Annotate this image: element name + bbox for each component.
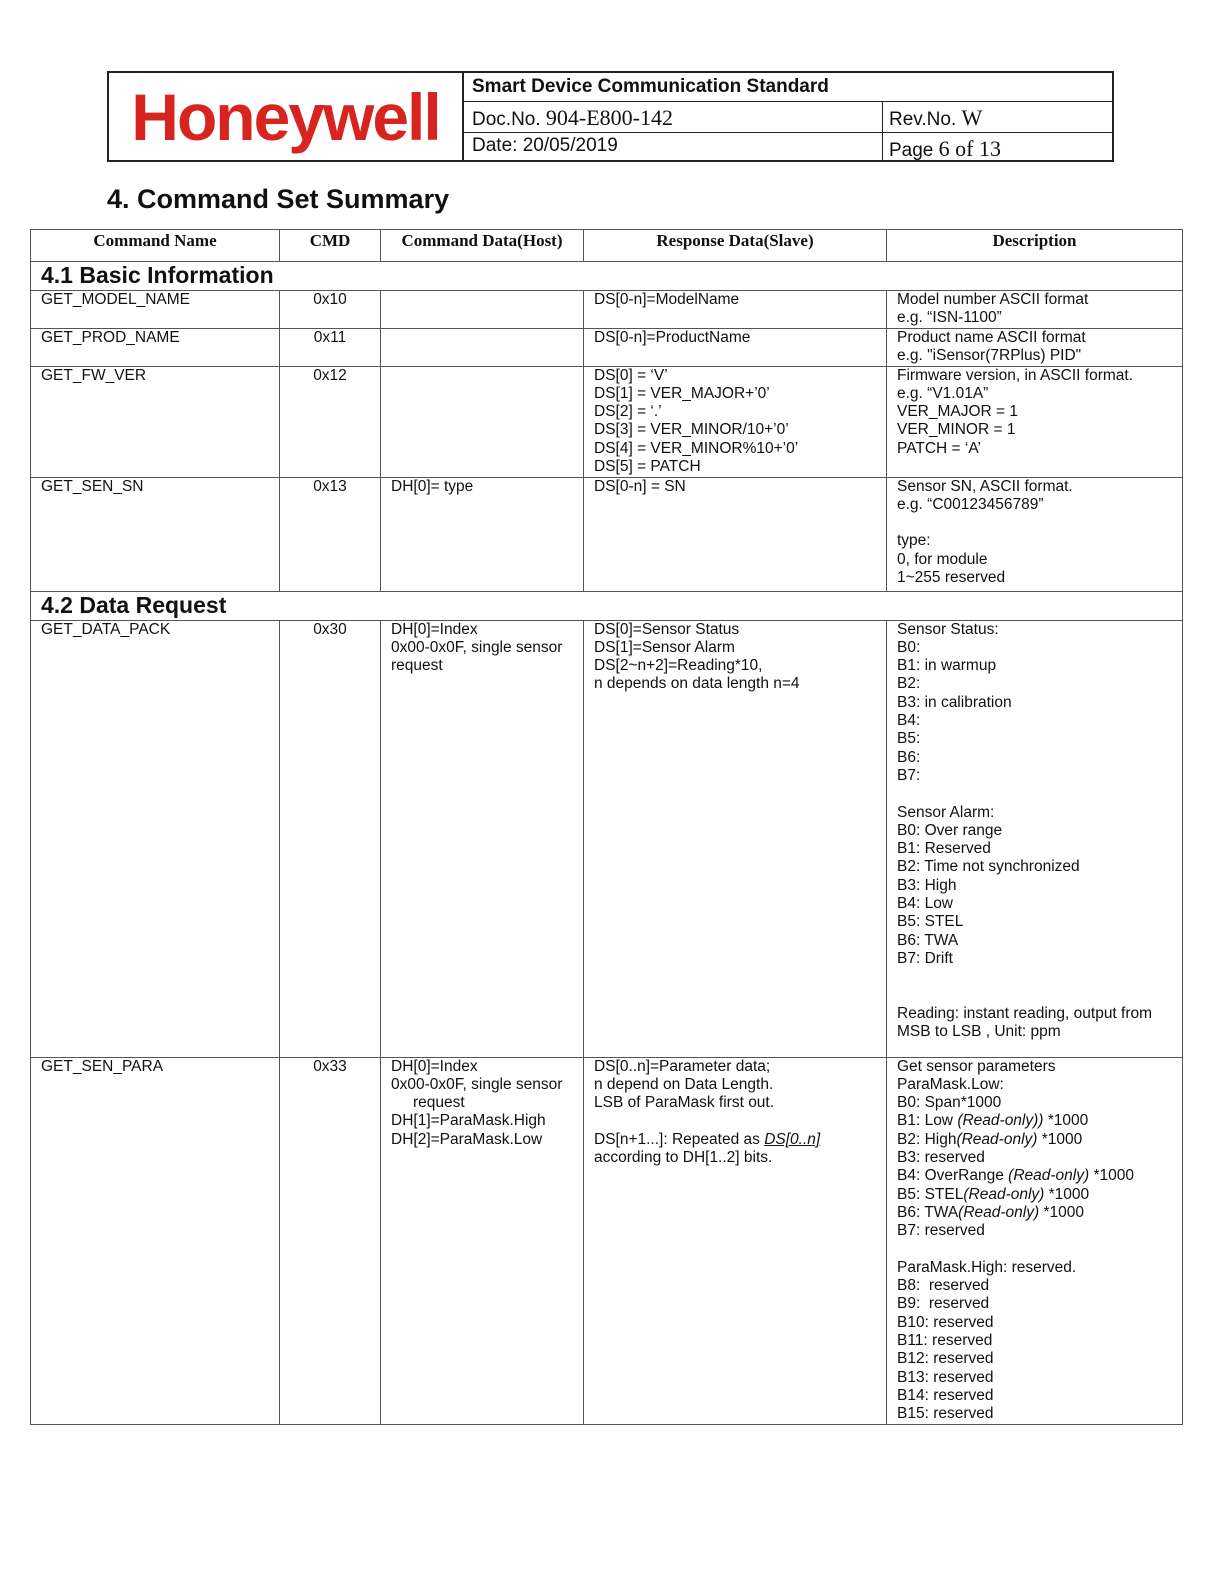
description-line: VER_MAJOR = 1 — [897, 403, 1019, 421]
header-description: Description — [887, 230, 1183, 262]
command-name: GET_MODEL_NAME — [31, 291, 280, 329]
command-code: 0x33 — [280, 1057, 381, 1424]
description-line: B1: in warmup — [897, 657, 997, 675]
desc-italic: (Read-only) — [963, 1185, 1045, 1203]
description-line: e.g. “ISN-1100” — [897, 309, 1002, 327]
desc-text: B4: OverRange — [897, 1167, 1009, 1185]
response-line — [594, 1112, 876, 1130]
command-data — [381, 291, 584, 329]
description-line: B15: reserved — [897, 1405, 994, 1423]
command-code: 0x11 — [280, 329, 381, 367]
command-data — [381, 620, 584, 1057]
description-line — [897, 514, 1172, 532]
response-line: DS[0..n]=Parameter data; — [594, 1057, 771, 1075]
response-link-text: DS[0..n] — [764, 1130, 821, 1148]
response-line: LSB of ParaMask first out. — [594, 1094, 775, 1112]
description-line: B5: — [897, 730, 921, 748]
response-line: DS[4] = VER_MINOR%10+’0’ — [594, 439, 799, 457]
rev-number — [883, 102, 1112, 133]
description-line — [897, 1131, 1172, 1149]
description-line: B13: reserved — [897, 1368, 994, 1386]
command-code: 0x12 — [280, 366, 381, 477]
page-of: of — [949, 136, 979, 161]
section-row-data-request — [31, 591, 1183, 620]
section-data-request: 4.2 Data Request — [31, 591, 1183, 620]
description — [887, 1057, 1183, 1424]
description-line: e.g. “V1.01A” — [897, 384, 989, 402]
desc-text: *1000 — [1044, 1185, 1090, 1203]
description-line: Get sensor parameters — [897, 1057, 1056, 1075]
command-name: GET_SEN_SN — [31, 477, 280, 591]
command-code: 0x13 — [280, 477, 381, 591]
response-text: DS[n+1...]: Repeated as — [594, 1130, 765, 1148]
command-code: 0x10 — [280, 291, 381, 329]
honeywell-logo: Honeywell — [131, 79, 440, 154]
response-data — [584, 329, 887, 367]
command-name: GET_PROD_NAME — [31, 329, 280, 367]
command-data-line: DH[2]=ParaMask.Low — [391, 1130, 543, 1148]
command-name: GET_DATA_PACK — [31, 620, 280, 1057]
description-line: B3: reserved — [897, 1149, 985, 1167]
desc-italic: (Read-only) — [958, 1203, 1040, 1221]
description-line — [897, 987, 1172, 1005]
description-line: e.g. “C00123456789” — [897, 495, 1044, 513]
description-line: 1~255 reserved — [897, 569, 1006, 587]
command-data — [381, 477, 584, 591]
command-data-line: request — [413, 1094, 465, 1112]
description-line: Sensor SN, ASCII format. — [897, 477, 1073, 495]
description-line — [897, 1241, 1172, 1259]
page-number — [883, 133, 1112, 160]
desc-text: B1: Low — [897, 1112, 958, 1130]
command-name: GET_SEN_PARA — [31, 1057, 280, 1424]
response-data — [584, 477, 887, 591]
description — [887, 477, 1183, 591]
table-row — [31, 1057, 1183, 1424]
response-line: according to DH[1..2] bits. — [594, 1149, 773, 1167]
table-row — [31, 366, 1183, 477]
header-cmd: CMD — [280, 230, 381, 262]
table-row — [31, 291, 1183, 329]
desc-italic: (Read-only)) — [957, 1112, 1044, 1130]
description — [887, 620, 1183, 1057]
description-line: B6: — [897, 748, 921, 766]
response-line: DS[1] = VER_MAJOR+’0’ — [594, 384, 770, 402]
description-line — [897, 1167, 1172, 1185]
description-line: Sensor Status: — [897, 620, 999, 638]
description-line: B0: Span*1000 — [897, 1094, 1002, 1112]
desc-italic: (Read-only) — [956, 1130, 1038, 1148]
command-name: GET_FW_VER — [31, 366, 280, 477]
desc-text: *1000 — [1089, 1167, 1134, 1185]
table-row — [31, 620, 1183, 1057]
response-line — [594, 1131, 876, 1149]
description-line: PATCH = ‘A’ — [897, 439, 981, 457]
page-label: Page — [889, 140, 939, 161]
table-row — [31, 329, 1183, 367]
desc-text: B6: TWA — [897, 1203, 959, 1221]
table-header-row — [31, 230, 1183, 262]
command-data — [381, 366, 584, 477]
command-data-line: 0x00-0x0F, single sensor — [391, 638, 563, 656]
description-line: type: — [897, 532, 931, 550]
description-line — [897, 1186, 1172, 1204]
header-command-data: Command Data(Host) — [381, 230, 584, 262]
desc-text: *1000 — [1043, 1112, 1089, 1130]
description-line: VER_MINOR = 1 — [897, 421, 1016, 439]
description-line — [897, 1204, 1172, 1222]
description-line: Sensor Alarm: — [897, 803, 995, 821]
response-data — [584, 366, 887, 477]
description-line: ParaMask.High: reserved. — [897, 1258, 1077, 1276]
description-line: B10: reserved — [897, 1313, 994, 1331]
description-line: B7: — [897, 766, 921, 784]
page-num: 6 — [938, 136, 950, 161]
section-title: 4. Command Set Summary — [107, 184, 450, 214]
description-line: B12: reserved — [897, 1350, 994, 1368]
response-line: DS[0-n]=ProductName — [594, 329, 751, 346]
command-data-line: DH[0]=Index — [391, 1057, 478, 1075]
doc-date: Date: 20/05/2019 — [464, 133, 883, 160]
description — [887, 329, 1183, 367]
description-line: MSB to LSB , Unit: ppm — [897, 1023, 1061, 1041]
description-line: B2: — [897, 675, 921, 693]
response-line: DS[2~n+2]=Reading*10, — [594, 657, 763, 675]
command-table — [30, 229, 1183, 1425]
description-line: B3: High — [897, 876, 957, 894]
description-line: B0: Over range — [897, 821, 1003, 839]
description — [887, 366, 1183, 477]
description-line — [897, 1112, 1172, 1130]
logo-cell — [109, 73, 464, 160]
response-line: DS[3] = VER_MINOR/10+’0’ — [594, 421, 789, 439]
description-line: B3: in calibration — [897, 693, 1012, 711]
description-line: B7: Drift — [897, 949, 953, 967]
document-title: Smart Device Communication Standard — [464, 73, 1112, 102]
description-line: 0, for module — [897, 550, 988, 568]
description-line — [897, 968, 1172, 986]
description-line: Firmware version, in ASCII format. — [897, 366, 1134, 384]
response-line: DS[0-n]=ModelName — [594, 291, 740, 308]
command-data-line: DH[0]=Index — [391, 620, 478, 638]
header-command-name: Command Name — [31, 230, 280, 262]
command-data — [381, 1057, 584, 1424]
response-line: n depends on data length n=4 — [594, 675, 800, 693]
description-line: B6: TWA — [897, 931, 959, 949]
desc-text: B5: STEL — [897, 1185, 964, 1203]
response-line: DS[1]=Sensor Alarm — [594, 638, 735, 656]
rev-label: Rev.No. — [889, 109, 962, 130]
command-code: 0x30 — [280, 620, 381, 1057]
description-line: B14: reserved — [897, 1386, 994, 1404]
table-row — [31, 477, 1183, 591]
description-line: B9: reserved — [897, 1295, 990, 1313]
description-line: Product name ASCII format — [897, 329, 1086, 346]
desc-text: *1000 — [1037, 1130, 1083, 1148]
response-line: DS[2] = ‘.’ — [594, 403, 662, 421]
doc-number-value: 904-E800-142 — [545, 105, 674, 130]
description-line: B5: STEL — [897, 913, 964, 931]
response-line: DS[0-n] = SN — [594, 477, 686, 495]
description-line: B7: reserved — [897, 1222, 985, 1240]
description-line: B1: Reserved — [897, 840, 991, 858]
command-data-line: request — [391, 657, 443, 675]
rev-number-value: W — [961, 105, 983, 130]
description-line: Model number ASCII format — [897, 291, 1089, 308]
command-data-line: DH[1]=ParaMask.High — [391, 1112, 546, 1130]
desc-text: B2: High — [897, 1130, 957, 1148]
description-line: B11: reserved — [897, 1332, 993, 1350]
response-data — [584, 291, 887, 329]
description-line: ParaMask.Low: — [897, 1075, 1004, 1093]
description — [887, 291, 1183, 329]
response-line: DS[5] = PATCH — [594, 458, 701, 476]
response-data — [584, 620, 887, 1057]
doc-label: Doc.No. — [472, 109, 546, 130]
description-line: B0: — [897, 638, 921, 656]
response-line: DS[0]=Sensor Status — [594, 620, 740, 638]
command-data-line: DH[0]= type — [391, 477, 474, 495]
doc-number — [464, 102, 883, 133]
description-line: Reading: instant reading, output from — [897, 1004, 1153, 1022]
desc-italic: (Read-only) — [1008, 1167, 1090, 1185]
description-line — [897, 785, 1172, 803]
section-basic-information: 4.1 Basic Information — [31, 262, 1183, 291]
desc-text: *1000 — [1039, 1203, 1084, 1221]
command-data — [381, 329, 584, 367]
section-row-basic-information — [31, 262, 1183, 291]
response-line: n depend on Data Length. — [594, 1075, 774, 1093]
page-total: 13 — [978, 136, 1001, 161]
description-line: B8: reserved — [897, 1277, 990, 1295]
description-line: B4: Low — [897, 895, 954, 913]
document-header — [107, 71, 1114, 162]
description-line: B2: Time not synchronized — [897, 858, 1080, 876]
command-data-line: 0x00-0x0F, single sensor — [391, 1075, 563, 1093]
description-line: e.g. "iSensor(7RPlus) PID" — [897, 347, 1082, 365]
response-data — [584, 1057, 887, 1424]
response-line: DS[0] = ‘V’ — [594, 366, 668, 384]
header-response-data: Response Data(Slave) — [584, 230, 887, 262]
description-line: B4: — [897, 712, 921, 730]
